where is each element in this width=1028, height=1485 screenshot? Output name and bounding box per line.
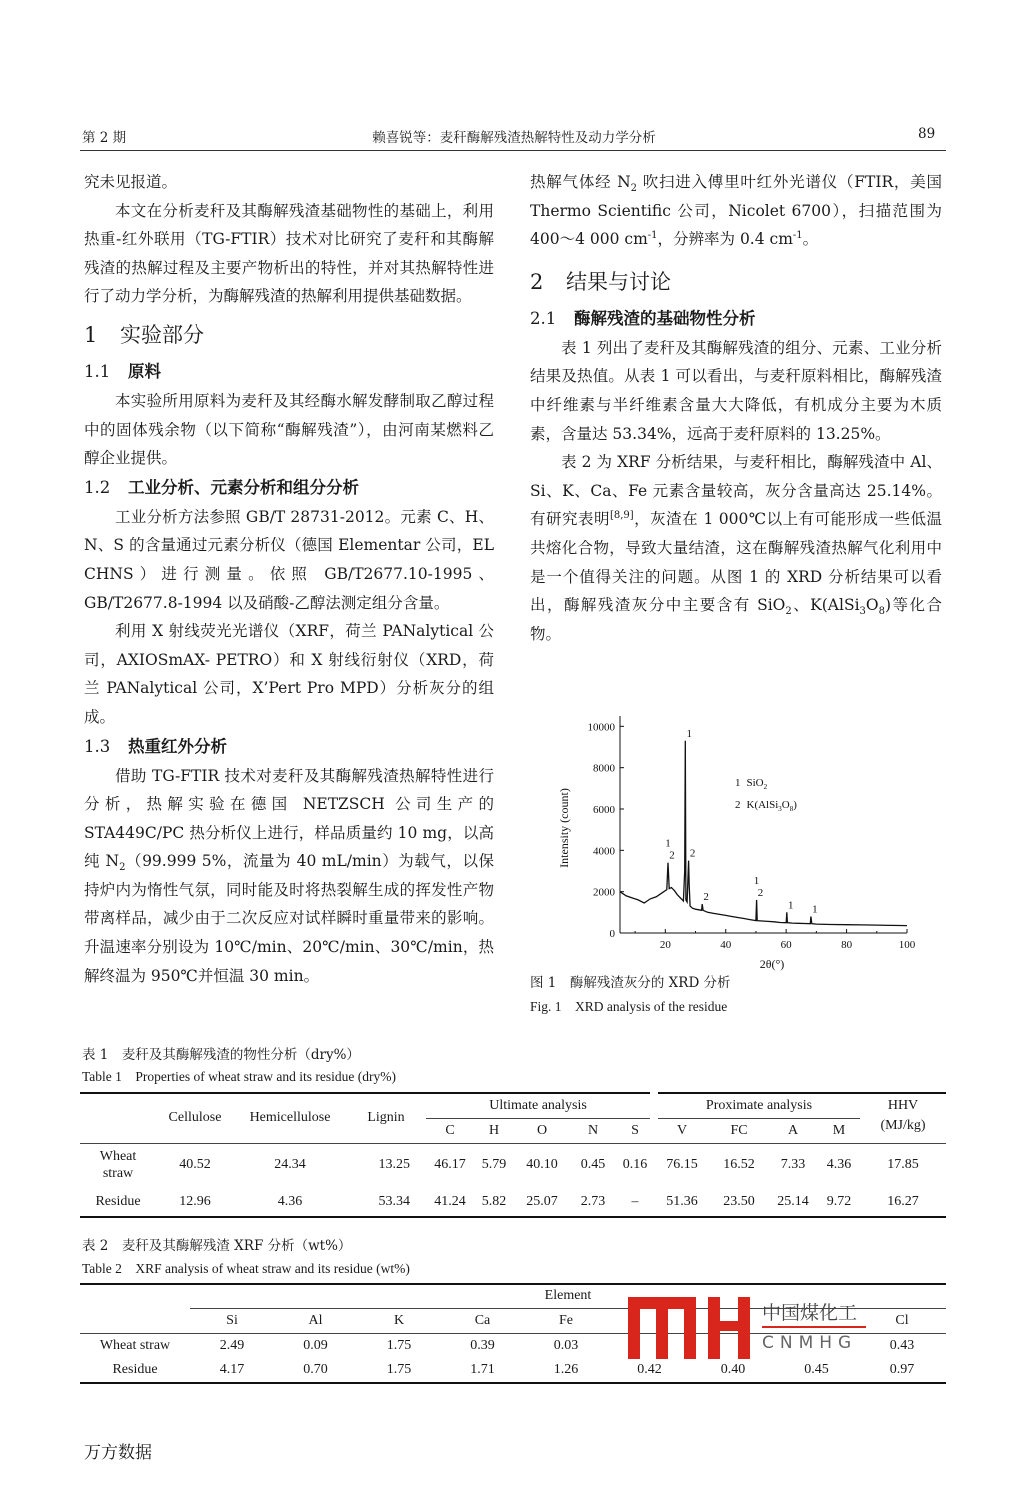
cell: 0.97 (889, 1362, 915, 1377)
cell: 40.52 (179, 1157, 211, 1173)
superscript: -1 (647, 230, 658, 242)
cell: 12.96 (179, 1193, 211, 1209)
table1-header-cellulose: Cellulose (156, 1093, 234, 1143)
chart-legend (735, 777, 797, 813)
peak-label: 2 (689, 847, 696, 860)
table2-header: Cl (895, 1312, 909, 1328)
cell: 0.39 (470, 1337, 495, 1353)
cell: 40.10 (526, 1157, 558, 1173)
peak-label: 1 (686, 727, 693, 740)
section-heading-1 (84, 315, 494, 355)
cell: – (631, 1193, 639, 1209)
section-number: 1 (84, 322, 98, 347)
logo-text-cn: 中国煤化工 (762, 1302, 858, 1324)
cell: 41.24 (434, 1193, 466, 1209)
cell: 16.27 (887, 1193, 919, 1209)
paragraph: 工业分析方法参照 GB/T 28731-2012。元素 C、H、N、S 的含量通过元素分析仪（德国 Elementar 公司，EL CHNS）进行测量。依照 GB/T2677.10-1995、GB/T2677.8-1994 以及硝酸-乙醇法测定组分含量。 (84, 507, 494, 612)
table1-header-lignin: Lignin (346, 1093, 426, 1143)
table1-header-hemicellulose: Hemicellulose (234, 1093, 346, 1143)
right-column (530, 168, 942, 648)
text-run: ，灰渣在 1 000℃以上有可能形成一些低温共熔化合物，导致大量结渣，这在酶解残渣热解气化利用中是一个值得关注的问题。从图 1 的 XRD 分析结果可以看出，酶解残渣灰分中主要含有 SiO (530, 510, 942, 615)
cell: 9.72 (826, 1193, 852, 1209)
cell: 17.85 (887, 1157, 919, 1173)
cell: 46.17 (434, 1157, 466, 1173)
section-heading-1-2 (84, 473, 494, 503)
table1-subheader: FC (730, 1122, 748, 1138)
table1 (80, 1092, 946, 1218)
table1-subheader: A (787, 1122, 799, 1138)
table2-header: Ca (474, 1312, 491, 1328)
cell: 5.79 (481, 1157, 507, 1173)
peak-label: 1 (665, 837, 671, 850)
figure-caption-cn: 图 1 酶解残渣灰分的 XRD 分析 (530, 975, 731, 991)
cell: 2.49 (219, 1337, 245, 1353)
left-column (84, 168, 494, 990)
cell: 0.40 (720, 1362, 746, 1377)
table1-subheader: C (445, 1122, 455, 1138)
table2-caption-cn: 表 2 麦秆及其酶解残渣 XRF 分析（wt%） (82, 1238, 352, 1254)
section-title: 热重红外分析 (128, 736, 227, 756)
peak-label: 2 (703, 891, 709, 904)
cell: 4.36 (277, 1193, 303, 1209)
section-heading-1-3 (84, 732, 494, 762)
table1-header-hhv: HHV (887, 1098, 919, 1113)
cell: 0.16 (622, 1157, 648, 1173)
cell: 25.14 (777, 1193, 809, 1209)
table2-header: K (393, 1312, 405, 1328)
cnmhg-watermark-logo (626, 1293, 946, 1361)
subscript: 3 (859, 606, 866, 618)
x-tick-label: 40 (720, 939, 732, 951)
text-run: ，分辨率为 0.4 cm (657, 230, 793, 249)
cell: 13.25 (378, 1157, 410, 1173)
table1-header-hhv-unit: (MJ/kg) (880, 1118, 926, 1133)
cell: 7.33 (780, 1157, 806, 1173)
y-tick-label: 0 (609, 928, 615, 940)
y-axis-label: Intensity (count) (557, 788, 571, 868)
section-number: 2.1 (530, 308, 557, 328)
cell: 23.50 (723, 1193, 755, 1209)
cell: 1.71 (470, 1362, 495, 1377)
paragraph: 表 1 列出了麦秆及其酶解残渣的组分、元素、工业分析结果及热值。从表 1 可以看出，与麦秆原料相比，酶解残渣中纤维素与半纤维素含量大大降低，有机成分主要为木质素，含量达 53.34%，远高于麦秆原料的 13.25%。 (530, 338, 942, 443)
table1-subheader: O (536, 1122, 548, 1138)
y-tick-label: 2000 (593, 886, 615, 899)
figure-caption-en: Fig. 1 XRD analysis of the residue (530, 999, 728, 1014)
cell: 0.45 (580, 1157, 606, 1173)
text-run: 吹扫进入傅里叶红外光谱仪（FTIR，美国 Thermo Scientific 公司，Nicolet 6700），扫描范围为 400～4 000 cm (530, 173, 942, 249)
series-line (620, 741, 907, 926)
cell: 5.82 (481, 1193, 507, 1209)
xrd-chart (550, 706, 930, 976)
row-label: Residue (112, 1362, 158, 1377)
x-tick-label: 100 (898, 939, 916, 951)
running-title: 赖喜锐等：麦秆酶解残渣热解特性及动力学分析 (372, 130, 656, 146)
x-tick-label: 60 (780, 939, 792, 951)
peak-label: 1 (788, 899, 794, 912)
table2-header-blank (80, 1284, 190, 1333)
paragraph (84, 762, 494, 991)
cell: 51.36 (666, 1193, 698, 1209)
section-heading-1-1 (84, 357, 494, 387)
table2-header: Fe (559, 1312, 573, 1328)
table1-header-blank (80, 1093, 156, 1143)
header-rule (80, 150, 946, 151)
y-tick-label: 4000 (593, 845, 615, 858)
cell: 4.36 (826, 1157, 852, 1173)
table1-subheader: S (631, 1122, 639, 1138)
subscript: 2 (785, 606, 792, 618)
cell: 4.17 (219, 1362, 245, 1377)
table1-subheader: M (832, 1122, 846, 1138)
text-run: 。 (802, 230, 819, 249)
cell: 76.15 (666, 1157, 698, 1173)
row-label: Residue (95, 1193, 141, 1209)
table1-subheader: H (488, 1122, 500, 1138)
paragraph: 本实验所用原料为麦秆及其经酶水解发酵制取乙醇过程中的固体残余物（以下简称“酶解残渣”），由河南某燃料乙醇企业提供。 (84, 391, 494, 468)
table2-header: Si (226, 1312, 238, 1328)
text-run: 、K(AlSi (791, 596, 860, 615)
logo-text-en: CNMHG (762, 1333, 858, 1353)
y-tick-label: 10000 (587, 721, 615, 734)
section-heading-2-1 (530, 304, 942, 334)
table1-header-proximate: Proximate analysis (654, 1093, 860, 1118)
table2-caption-en: Table 2 XRF analysis of wheat straw and its residue (wt%) (82, 1261, 410, 1276)
table2-header-element: Element (190, 1284, 946, 1308)
table2-header: Al (308, 1312, 323, 1328)
cell: 1.75 (386, 1337, 412, 1353)
subscript: 8 (878, 606, 886, 618)
peak-label: 1 (753, 874, 760, 887)
cell: 0.09 (303, 1337, 328, 1353)
page-number: 89 (918, 126, 936, 142)
cell: 2.73 (580, 1193, 606, 1209)
cell: 1.75 (386, 1362, 412, 1377)
section-title: 酶解残渣的基础物性分析 (574, 308, 756, 328)
text-run: 表 2 为 XRF 分析结果，与麦秆相比，酶解残渣中 Al、Si、K、Ca、Fe 元素含量较高，灰分含量高达 25.14%。有研究表明 (530, 453, 942, 529)
text-run: O (865, 596, 879, 615)
section-number: 1.2 (84, 477, 111, 497)
paragraph: 本文在分析麦秆及其酶解残渣基础物性的基础上，利用热重-红外联用（TG-FTIR）技术对比研究了麦秆和其酶解残渣的热解过程及主要产物析出的特性，并对其热解特性进行了动力学分析，为酶解残渣的热解利用提供基础数据。 (84, 201, 494, 306)
text-run: 借助 TG-FTIR 技术对麦秆及其酶解残渣热解特性进行分析，热解实验在德国 NETZSCH 公司生产的 STA449C/PC 热分析仪上进行，样品质量约 10 mg，以高纯 N (84, 766, 494, 871)
section-title: 实验部分 (120, 322, 204, 347)
text-run: )等化合物。 (530, 596, 942, 643)
cell: 0.45 (804, 1362, 829, 1377)
peak-label: 2 (757, 886, 764, 899)
text-run: 热解气体经 N (530, 173, 631, 191)
cell: 0.42 (637, 1362, 662, 1377)
cell: 24.34 (274, 1157, 306, 1173)
issue-label: 第 2 期 (82, 130, 127, 146)
cell: 53.34 (378, 1193, 410, 1209)
x-tick-label: 20 (659, 939, 671, 951)
section-title: 原料 (128, 361, 161, 381)
x-tick-label: 80 (841, 939, 853, 951)
section-title: 结果与讨论 (566, 269, 671, 294)
footer-source: 万方数据 (84, 1443, 152, 1463)
chart-axes (588, 716, 916, 951)
cell: 1.26 (553, 1362, 579, 1377)
paragraph (530, 168, 942, 254)
table1-caption-en: Table 1 Properties of wheat straw and its residue (dry%) (82, 1069, 396, 1084)
cell: 16.52 (723, 1157, 755, 1173)
cell: 0.43 (889, 1337, 915, 1353)
row-label: Wheat straw (99, 1149, 137, 1182)
section-number: 2 (530, 269, 544, 294)
cell: 0.70 (303, 1362, 328, 1377)
citation: [8,9] (609, 510, 634, 522)
subscript: 2 (119, 862, 126, 874)
paragraph (530, 448, 942, 648)
section-number: 1.1 (84, 361, 111, 381)
subscript: 2 (630, 183, 638, 195)
peak-label: 1 (812, 903, 818, 916)
section-heading-2 (530, 262, 942, 302)
table-row (80, 1187, 946, 1217)
text-run: （99.999 5%，流量为 40 mL/min）为载气，以保持炉内为惰性气氛，同时能及时将热裂解生成的挥发性产物带离样品，减少由于二次反应对试样瞬时重量带来的影响。升温速率分别设为 10℃/min、20℃/min、30℃/min，热解终温为 950℃并恒温 30 min。 (84, 852, 494, 985)
table-row (80, 1358, 946, 1383)
superscript: -1 (792, 230, 803, 242)
table1-header-ultimate: Ultimate analysis (426, 1093, 654, 1118)
paragraph: 究未见报道。 (84, 173, 178, 191)
legend-item-2: 2 $K(AlSi_3O_8)$ (735, 799, 797, 813)
table1-subheader: N (587, 1122, 599, 1138)
row-label: Wheat straw (99, 1337, 171, 1353)
section-title: 工业分析、元素分析和组分分析 (128, 477, 359, 497)
section-number: 1.3 (84, 736, 111, 756)
table1-caption-cn: 表 1 麦秆及其酶解残渣的物性分析（dry%） (82, 1047, 360, 1063)
x-axis-label: 2θ(°) (759, 957, 785, 971)
legend-item-1: 1 SiO$_2$ (735, 777, 768, 791)
y-tick-label: 6000 (593, 804, 615, 816)
paragraph: 利用 X 射线荧光光谱仪（XRF，荷兰 PANalytical 公司，AXIOSmAX- PETRO）和 X 射线衍射仪（XRD，荷兰 PANalytical 公司，X’Pert Pro MPD）分析灰分的组成。 (84, 622, 494, 726)
y-tick-label: 8000 (593, 762, 615, 775)
cell: 0.03 (553, 1337, 579, 1353)
cell: 25.07 (526, 1193, 558, 1209)
table-row (80, 1143, 946, 1187)
peak-label: 2 (669, 849, 675, 862)
table1-subheader: V (676, 1122, 688, 1138)
